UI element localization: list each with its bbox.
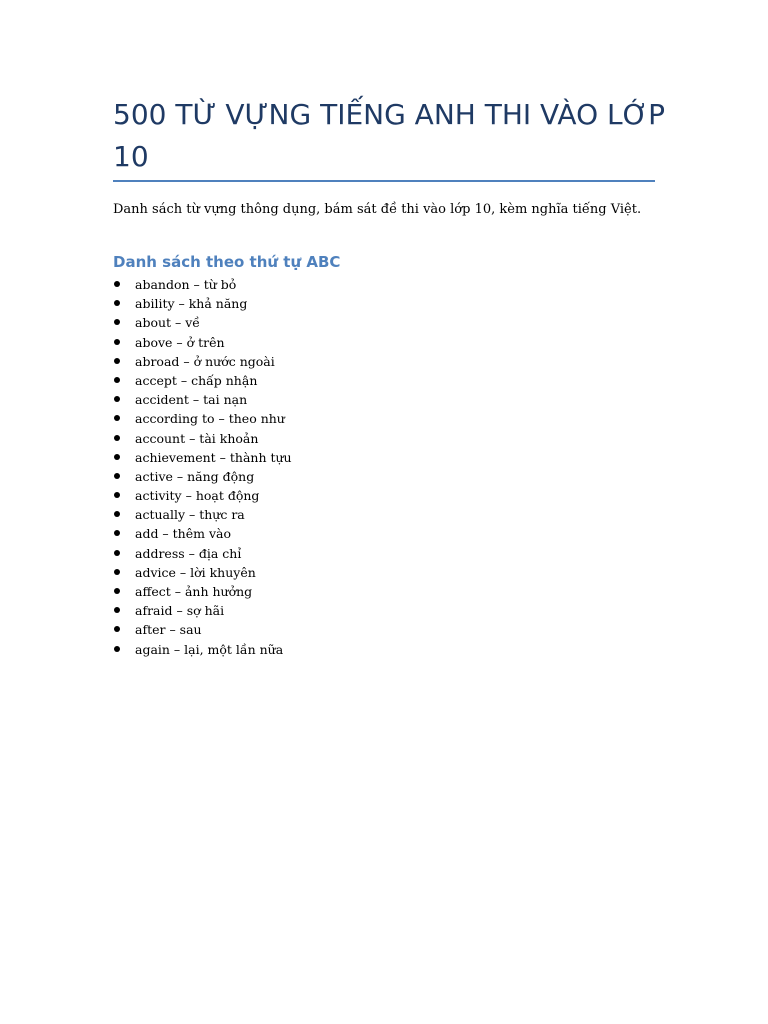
- vocabulary-entry-text: achievement – thành tựu: [135, 449, 292, 465]
- vocabulary-list: [113, 275, 292, 659]
- bullet-icon: [114, 319, 120, 325]
- vocabulary-list-item: [113, 294, 292, 313]
- bullet-icon: [114, 415, 120, 421]
- bullet-icon: [114, 530, 120, 536]
- vocabulary-entry-text: again – lại, một lần nữa: [135, 641, 284, 657]
- vocabulary-list-item: [113, 582, 292, 601]
- vocabulary-list-item: [113, 467, 292, 486]
- vocabulary-list-item: [113, 620, 292, 639]
- bullet-icon: [114, 569, 120, 575]
- vocabulary-entry-text: after – sau: [135, 622, 202, 638]
- vocabulary-entry-text: afraid – sợ hãi: [135, 603, 225, 619]
- vocabulary-list-item: [113, 429, 292, 448]
- vocabulary-list-item: [113, 601, 292, 620]
- vocabulary-list-item: [113, 544, 292, 563]
- vocabulary-list-item: [113, 352, 292, 371]
- bullet-icon: [114, 550, 120, 556]
- section-heading: Danh sách theo thứ tự ABC: [113, 253, 341, 271]
- vocabulary-list-item: [113, 640, 292, 659]
- vocabulary-entry-text: accept – chấp nhận: [135, 372, 258, 388]
- vocabulary-entry-text: according to – theo như: [135, 411, 285, 427]
- vocabulary-entry-text: above – ở trên: [135, 334, 225, 350]
- bullet-icon: [114, 396, 120, 402]
- vocabulary-list-item: [113, 486, 292, 505]
- document-title: 500 TỪ VỰNG TIẾNG ANH THI VÀO LỚP 10: [113, 98, 666, 173]
- vocabulary-entry-text: account – tài khoản: [135, 430, 259, 446]
- vocabulary-entry-text: about – về: [135, 315, 201, 331]
- bullet-icon: [114, 281, 120, 287]
- bullet-icon: [114, 473, 120, 479]
- vocabulary-list-item: [113, 333, 292, 352]
- vocabulary-list-item: [113, 390, 292, 409]
- bullet-icon: [114, 646, 120, 652]
- bullet-icon: [114, 492, 120, 498]
- vocabulary-entry-text: accident – tai nạn: [135, 392, 248, 408]
- bullet-icon: [114, 454, 120, 460]
- vocabulary-list-item: [113, 409, 292, 428]
- vocabulary-entry-text: affect – ảnh hưởng: [135, 584, 253, 599]
- vocabulary-list-item: [113, 563, 292, 582]
- intro-paragraph: Danh sách từ vựng thông dụng, bám sát đề thi vào lớp 10, kèm nghĩa tiếng Việt.: [113, 202, 642, 217]
- bullet-icon: [114, 511, 120, 517]
- vocabulary-list-item: [113, 505, 292, 524]
- bullet-icon: [114, 358, 120, 364]
- vocabulary-entry-text: address – địa chỉ: [135, 545, 242, 561]
- vocabulary-entry-text: abandon – từ bỏ: [135, 277, 237, 292]
- vocabulary-list-item: [113, 275, 292, 294]
- vocabulary-list-item: [113, 524, 292, 543]
- vocabulary-entry-text: ability – khả năng: [135, 296, 248, 312]
- bullet-icon: [114, 435, 120, 441]
- vocabulary-entry-text: active – năng động: [135, 468, 255, 484]
- vocabulary-list-item: [113, 313, 292, 332]
- vocabulary-entry-text: advice – lời khuyên: [135, 564, 256, 580]
- vocabulary-entry-text: abroad – ở nước ngoài: [135, 353, 275, 369]
- vocabulary-list-item: [113, 448, 292, 467]
- vocabulary-list-item: [113, 371, 292, 390]
- vocabulary-entry-text: actually – thực ra: [135, 507, 245, 523]
- bullet-icon: [114, 607, 120, 613]
- title-underline-divider: [113, 180, 655, 182]
- bullet-icon: [114, 300, 120, 306]
- bullet-icon: [114, 377, 120, 383]
- bullet-icon: [114, 626, 120, 632]
- vocabulary-entry-text: add – thêm vào: [135, 526, 231, 542]
- bullet-icon: [114, 339, 120, 345]
- bullet-icon: [114, 588, 120, 594]
- vocabulary-entry-text: activity – hoạt động: [135, 488, 260, 504]
